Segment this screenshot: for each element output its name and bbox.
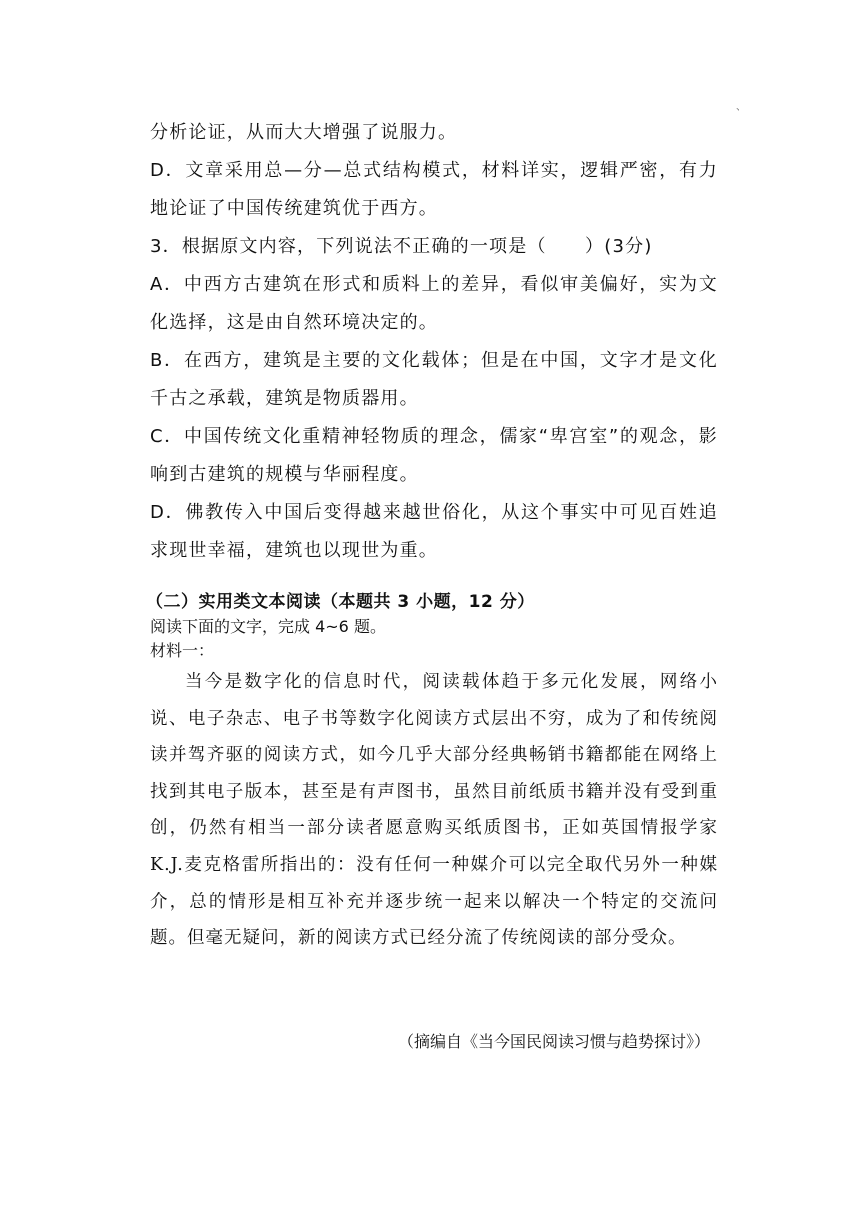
material-1-passage — [150, 664, 718, 957]
q2-option-d: D．文章采用总—分—总式结构模式，材料详实，逻辑严密，有力地论证了中国传统建筑优于西方。 — [150, 160, 718, 219]
page-mark: 、 — [736, 102, 746, 113]
q3-stem: 3．根据原文内容，下列说法不正确的一项是（ ）(3分) — [150, 236, 653, 257]
material-label: 材料一： — [150, 641, 215, 660]
section-2-instruction: 阅读下面的文字，完成 4~6 题。 — [150, 617, 386, 636]
material-1-text: 当今是数字化的信息时代，阅读载体趋于多元化发展，网络小说、电子杂志、电子书等数字化阅读方式层出不穷，成为了和传统阅读并驾齐驱的阅读方式，如今几乎大部分经典畅销书籍都能在网络上找到其电子版本，甚至是有声图书，虽然目前纸质书籍并没有受到重创，仍然有相当一部分读者愿意购买纸质图书，正如英国情报学家 K.J.麦克格雷所指出的：没有任何一种媒介可以完全取代另外一种媒介，总的情形是相互补充并逐步统一起来以解决一个特定的交流问题。但毫无疑问，新的阅读方式已经分流了传统阅读的部分受众。 — [150, 672, 718, 949]
q3-option-b: B．在西方，建筑是主要的文化载体；但是在中国，文字才是文化千古之承载，建筑是物质器用。 — [150, 350, 718, 409]
question-3 — [150, 228, 718, 570]
q3-option-a: A．中西方古建筑在形式和质料上的差异，看似审美偏好，实为文化选择，这是由自然环境决定的。 — [150, 274, 718, 333]
q3-option-c: C．中国传统文化重精神轻物质的理念，儒家“卑宫室”的观念，影响到古建筑的规模与华丽程度。 — [150, 426, 718, 485]
q2-tail-text: 分析论证，从而大大增强了说服力。 — [150, 122, 458, 143]
section-2-title: （二）实用类文本阅读（本题共 3 小题，12 分） — [146, 592, 535, 612]
passage-source: （摘编自《当今国民阅读习惯与趋势探讨》） — [397, 1032, 710, 1051]
question-2-tail — [150, 114, 718, 228]
q3-option-d: D．佛教传入中国后变得越来越世俗化，从这个事实中可见百姓追求现世幸福，建筑也以现世为重。 — [150, 502, 718, 561]
